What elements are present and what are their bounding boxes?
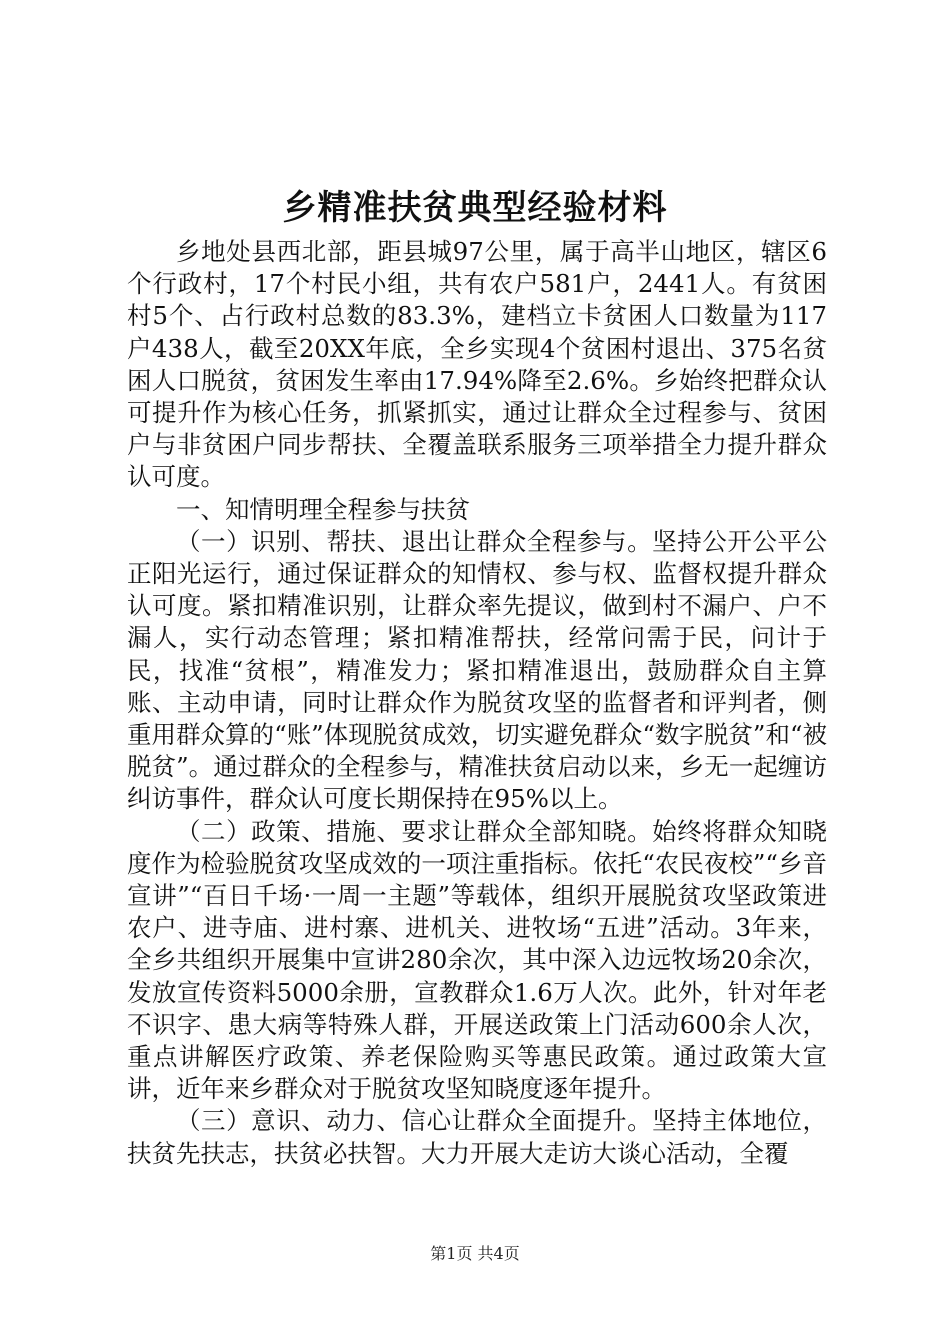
document-body	[127, 236, 827, 1170]
page-footer: 第1页 共4页	[430, 1244, 520, 1263]
document-title: 乡精准扶贫典型经验材料	[282, 188, 668, 228]
paragraph-1: （一）识别、帮扶、退出让群众全程参与。坚持公开公平公正阳光运行，通过保证群众的知情权、参与权、监督权提升群众认可度。紧扣精准识别，让群众率先提议，做到村不漏户、户不漏人，实行动态管理；紧扣精准帮扶，经常问需于民，问计于民，找准“贫根”，精准发力；紧扣精准退出，鼓励群众自主算账、主动申请，同时让群众作为脱贫攻坚的监督者和评判者，侧重用群众算的“账”体现脱贫成效，切实避免群众“数字脱贫”和“被脱贫”。通过群众的全程参与，精准扶贫启动以来，乡无一起缠访纠访事件，群众认可度长期保持在95%以上。	[127, 526, 827, 814]
section-heading-1: 一、知情明理全程参与扶贫	[176, 494, 470, 524]
paragraph-2: （二）政策、措施、要求让群众全部知晓。始终将群众知晓度作为检验脱贫攻坚成效的一项注重指标。依托“农民夜校”“乡音宣讲”“百日千场·一周一主题”等载体，组织开展脱贫攻坚政策进农户、进寺庙、进村寨、进机关、进牧场“五进”活动。3年来，全乡共组织开展集中宣讲280余次，其中深入边远牧场20余次，发放宣传资料5000余册，宣教群众1.6万人次。此外，针对年老不识字、患大病等特殊人群，开展送政策上门活动600余人次，重点讲解医疗政策、养老保险购买等惠民政策。通过政策大宣讲，近年来乡群众对于脱贫攻坚知晓度逐年提升。	[127, 816, 827, 1104]
intro-paragraph: 乡地处县西北部，距县城97公里，属于高半山地区，辖区6个行政村，17个村民小组，共有农户581户，2441人。有贫困村5个、占行政村总数的83.3%，建档立卡贫困人口数量为117户438人，截至20XX年底，全乡实现4个贫困村退出、375名贫困人口脱贫，贫困发生率由17.94%降至2.6%。乡始终把群众认可提升作为核心任务，抓紧抓实，通过让群众全过程参与、贫困户与非贫困户同步帮扶、全覆盖联系服务三项举措全力提升群众认可度。	[127, 237, 827, 492]
paragraph-3: （三）意识、动力、信心让群众全面提升。坚持主体地位，扶贫先扶志，扶贫必扶智。大力开展大走访大谈心活动，全覆	[127, 1106, 827, 1168]
